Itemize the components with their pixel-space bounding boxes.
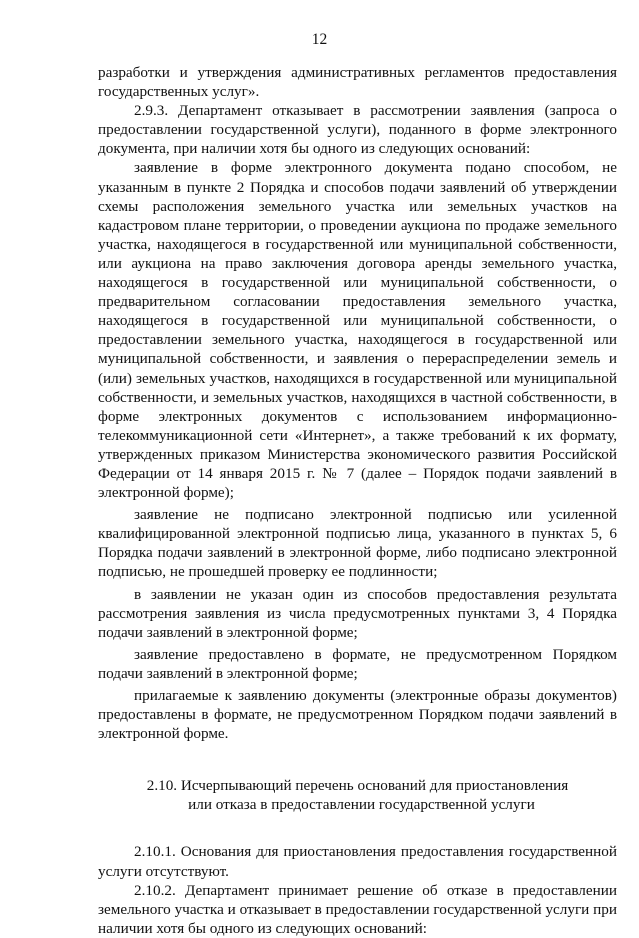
section-heading-line-2: или отказа в предоставлении государственной услуги xyxy=(188,796,535,814)
paragraph-ground-attachments-format: прилагаемые к заявлению документы (электронные образы документов) предоставлены в формате, не предусмотренном Порядком подачи заявлений в электронной форме. xyxy=(98,687,617,743)
paragraph-ground-no-result-method: в заявлении не указан один из способов предоставления результата рассмотрения заявления из числа предусмотренных пунктами 3, 4 Порядка подачи заявлений в электронной форме; xyxy=(98,585,617,641)
paragraph-2-10-2: 2.10.2. Департамент принимает решение об отказе в предоставлении земельного участка и отказывает в предоставлении государственной услуги при наличии хотя бы одного из следующих оснований: xyxy=(98,881,617,937)
paragraph-ground-wrong-format: заявление предоставлено в формате, не предусмотренном Порядком подачи заявлений в электронной форме; xyxy=(98,645,617,682)
page-number: 12 xyxy=(311,31,328,48)
document-body xyxy=(98,63,617,938)
paragraph-continuation: разработки и утверждения административных регламентов предоставления государственных услуг». xyxy=(98,64,617,101)
paragraph-2-10-1: 2.10.1. Основания для приостановления предоставления государственной услуги отсутствуют. xyxy=(98,843,617,880)
paragraph-2-9-3: 2.9.3. Департамент отказывает в рассмотрении заявления (запроса о предоставлении государственной услуги), поданного в форме электронного документа, при наличии хотя бы одного из следующих оснований: xyxy=(98,102,617,158)
paragraph-ground-unsigned: заявление не подписано электронной подписью или усиленной квалифицированной электронной подписью лица, указанного в пунктах 5, 6 Порядка подачи заявлений в электронной форме, либо подписано электронной подписью, не прошедшей проверку ее подлинности; xyxy=(98,506,617,581)
section-heading-2-10 xyxy=(98,776,617,814)
paragraph-ground-wrong-method: заявление в форме электронного документа подано способом, не указанным в пункте 2 Порядка и способов подачи заявлений об утверждении схемы расположения земельного участка или земельных участков на кадастровом плане территории, о проведении аукциона по продаже земельного участка, находящегося в государственной или муниципальной собственности, или аукциона на право заключения договора аренды земельного участка, находящегося в государственной или муниципальной собственности, о предварительном согласовании предоставления земельного участка, находящегося в государственной или муниципальной собственности, о предоставлении земельного участка, находящегося в государственной или муниципальной собственности, и заявления о перераспределении земель и (или) земельных участков, находящихся в государственной или муниципальной собственности, и земельных участков, находящихся в частной собственности, в форме электронных документов с использованием информационно-телекоммуникационной сети «Интернет», а также требований к их формату, утвержденных приказом Министерства экономического развития Российской Федерации от 14 января 2015 г. № 7 (далее – Порядок подачи заявлений в электронной форме); xyxy=(98,159,617,502)
section-heading-line-1: 2.10. Исчерпывающий перечень оснований для приостановления xyxy=(146,777,569,795)
